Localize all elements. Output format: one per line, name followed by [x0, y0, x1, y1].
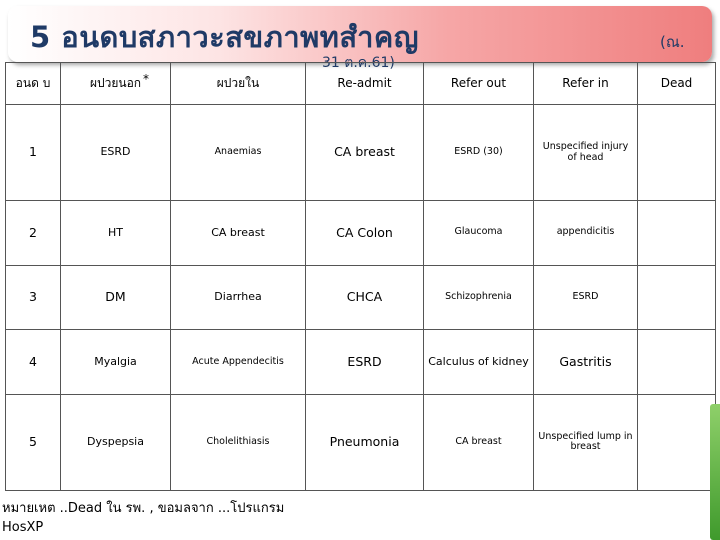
- col-header-opd-label: ผปวยนอก: [89, 75, 142, 90]
- footnote: [2, 499, 284, 537]
- ipd-cell: Anaemias: [171, 105, 306, 201]
- dead-cell: [638, 265, 716, 330]
- refer-out-cell: ESRD (30): [424, 105, 534, 201]
- table-row: [6, 394, 716, 490]
- dead-cell: [638, 330, 716, 395]
- col-header-opd: [61, 63, 171, 105]
- readmit-cell: CA breast: [306, 105, 424, 201]
- readmit-cell: Pneumonia: [306, 394, 424, 490]
- col-header-dead: Dead: [638, 63, 716, 105]
- readmit-cell: ESRD: [306, 330, 424, 395]
- footnote-line-1: หมายเหต ..Dead ใน รพ. , ขอมลจาก ...โปรแกรม: [2, 501, 285, 516]
- opd-cell: DM: [61, 265, 171, 330]
- rank-cell: 5: [6, 394, 61, 490]
- dead-cell: [638, 201, 716, 266]
- col-header-refer-out: Refer out: [424, 63, 534, 105]
- report-date: 31 ต.ค.61): [322, 55, 395, 71]
- refer-out-cell: Calculus of kidney: [424, 330, 534, 395]
- refer-in-cell: Gastritis: [534, 330, 638, 395]
- opd-cell: ESRD: [61, 105, 171, 201]
- refer-in-cell: appendicitis: [534, 201, 638, 266]
- readmit-cell: CHCA: [306, 265, 424, 330]
- dead-cell: [638, 105, 716, 201]
- table-row: [6, 201, 716, 266]
- health-status-table: [5, 62, 716, 491]
- refer-in-cell: Unspecified lump in breast: [534, 394, 638, 490]
- ipd-cell: Diarrhea: [171, 265, 306, 330]
- page-title: 5 อนดบสภาวะสขภาพทสำคญ: [30, 20, 419, 54]
- rank-cell: 4: [6, 330, 61, 395]
- refer-in-cell: ESRD: [534, 265, 638, 330]
- ipd-cell: Cholelithiasis: [171, 394, 306, 490]
- footnote-line-2: HosXP: [2, 520, 44, 535]
- col-header-readmit: Re-admit: [306, 63, 424, 105]
- rank-cell: 3: [6, 265, 61, 330]
- refer-in-cell: Unspecified injury of head: [534, 105, 638, 201]
- asterisk-mark: *: [143, 72, 149, 86]
- title-suffix: (ณ.: [660, 33, 685, 51]
- ipd-cell: Acute Appendecitis: [171, 330, 306, 395]
- opd-cell: Dyspepsia: [61, 394, 171, 490]
- refer-out-cell: CA breast: [424, 394, 534, 490]
- rank-cell: 1: [6, 105, 61, 201]
- col-header-rank: อนด บ: [6, 63, 61, 105]
- table-header-row: [6, 63, 716, 105]
- refer-out-cell: Schizophrenia: [424, 265, 534, 330]
- table-row: [6, 105, 716, 201]
- col-header-ipd: ผปวยใน: [171, 63, 306, 105]
- readmit-cell: CA Colon: [306, 201, 424, 266]
- ipd-cell: CA breast: [171, 201, 306, 266]
- opd-cell: HT: [61, 201, 171, 266]
- table-row: [6, 330, 716, 395]
- col-header-refer-in: Refer in: [534, 63, 638, 105]
- dead-cell: [638, 394, 716, 490]
- table-row: [6, 265, 716, 330]
- rank-cell: 2: [6, 201, 61, 266]
- refer-out-cell: Glaucoma: [424, 201, 534, 266]
- corner-logo-decoration: [710, 404, 720, 540]
- opd-cell: Myalgia: [61, 330, 171, 395]
